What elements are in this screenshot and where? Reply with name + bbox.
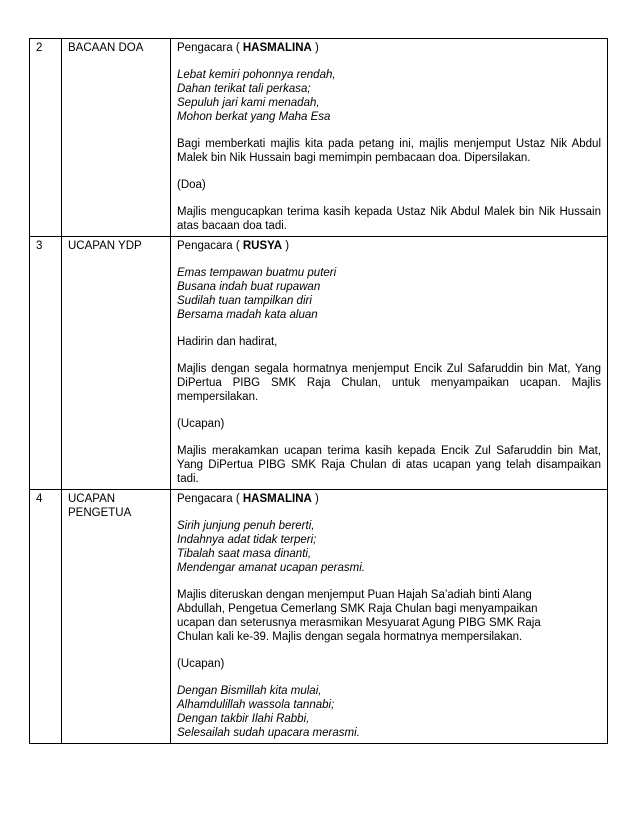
paragraph: (Doa) xyxy=(177,179,206,191)
pantun xyxy=(177,266,601,322)
table-row xyxy=(30,490,608,744)
pantun-line: Tibalah saat masa dinanti, xyxy=(177,548,312,560)
emcee-line: Pengacara ( RUSYA ) xyxy=(177,240,290,252)
paragraph: Bagi memberkati majlis kita pada petang ini, majlis menjemput Ustaz Nik Abdul Malek bin Nik Hussain bagi memimpin pembacaan doa. Dipersilakan. xyxy=(177,138,601,164)
paragraph: Hadirin dan hadirat, xyxy=(177,336,278,348)
paragraph: (Ucapan) xyxy=(177,418,225,430)
emcee-name: HASMALINA xyxy=(242,42,312,54)
emcee-line: Pengacara ( HASMALINA ) xyxy=(177,493,319,505)
paragraph: Majlis merakamkan ucapan terima kasih kepada Encik Zul Safaruddin bin Mat, Yang DiPertua PIBG SMK Raja Chulan di atas ucapan yang telah disampaikan tadi. xyxy=(177,445,601,485)
pantun xyxy=(177,68,601,124)
pantun-line: Mohon berkat yang Maha Esa xyxy=(177,111,331,123)
paragraph-line: Majlis diteruskan dengan menjemput Puan Hajah Sa’adiah binti Alang xyxy=(177,589,532,601)
row-item: BACAAN DOA xyxy=(62,39,171,237)
pantun-line: Selesailah sudah upacara merasmi. xyxy=(177,727,360,739)
paragraph-line: ucapan dan seterusnya merasmikan Mesyuarat Agung PIBG SMK Raja xyxy=(177,617,541,629)
pantun-line: Dahan terikat tali perkasa; xyxy=(177,83,311,95)
row-content xyxy=(171,237,608,490)
emcee-line: Pengacara ( HASMALINA ) xyxy=(177,42,319,54)
pantun-line: Dengan takbir Ilahi Rabbi, xyxy=(177,713,310,725)
table-row xyxy=(30,39,608,237)
pantun-line: Bersama madah kata aluan xyxy=(177,309,318,321)
pantun-line: Emas tempawan buatmu puteri xyxy=(177,267,337,279)
paragraph-line: Abdullah, Pengetua Cemerlang SMK Raja Chulan bagi menyampaikan xyxy=(177,603,538,615)
row-number: 2 xyxy=(30,39,62,237)
pantun-line: Lebat kemiri pohonnya rendah, xyxy=(177,69,336,81)
pantun-line: Alhamdulillah wassola tannabi; xyxy=(177,699,335,711)
row-item: UCAPAN YDP xyxy=(62,237,171,490)
row-number: 4 xyxy=(30,490,62,744)
row-item xyxy=(62,490,171,744)
paragraph xyxy=(177,588,601,644)
pantun-line: Mendengar amanat ucapan perasmi. xyxy=(177,562,365,574)
paragraph: Majlis dengan segala hormatnya menjemput Encik Zul Safaruddin bin Mat, Yang DiPertua PIBG SMK Raja Chulan, untuk menyampaikan ucapan. Majlis mempersilakan. xyxy=(177,363,601,403)
emcee-name: HASMALINA xyxy=(242,493,312,505)
pantun-line: Busana indah buat rupawan xyxy=(177,281,321,293)
row-content xyxy=(171,490,608,744)
row-item-line: UCAPAN xyxy=(68,493,116,505)
row-item-line: PENGETUA xyxy=(68,507,132,519)
table-row xyxy=(30,237,608,490)
row-number: 3 xyxy=(30,237,62,490)
emcee-name: RUSYA xyxy=(242,240,283,252)
paragraph: Majlis mengucapkan terima kasih kepada Ustaz Nik Abdul Malek bin Nik Hussain atas bacaan doa tadi. xyxy=(177,206,601,232)
program-table xyxy=(29,38,608,744)
pantun-line: Sudilah tuan tampilkan diri xyxy=(177,295,312,307)
pantun-line: Dengan Bismillah kita mulai, xyxy=(177,685,322,697)
pantun-line: Sepuluh jari kami menadah, xyxy=(177,97,320,109)
row-content xyxy=(171,39,608,237)
paragraph-line: Chulan kali ke-39. Majlis dengan segala hormatnya mempersilakan. xyxy=(177,631,523,643)
pantun-line: Indahnya adat tidak terperi; xyxy=(177,534,317,546)
paragraph: (Ucapan) xyxy=(177,658,225,670)
pantun-line: Sirih junjung penuh bererti, xyxy=(177,520,315,532)
pantun xyxy=(177,684,601,740)
pantun xyxy=(177,519,601,575)
